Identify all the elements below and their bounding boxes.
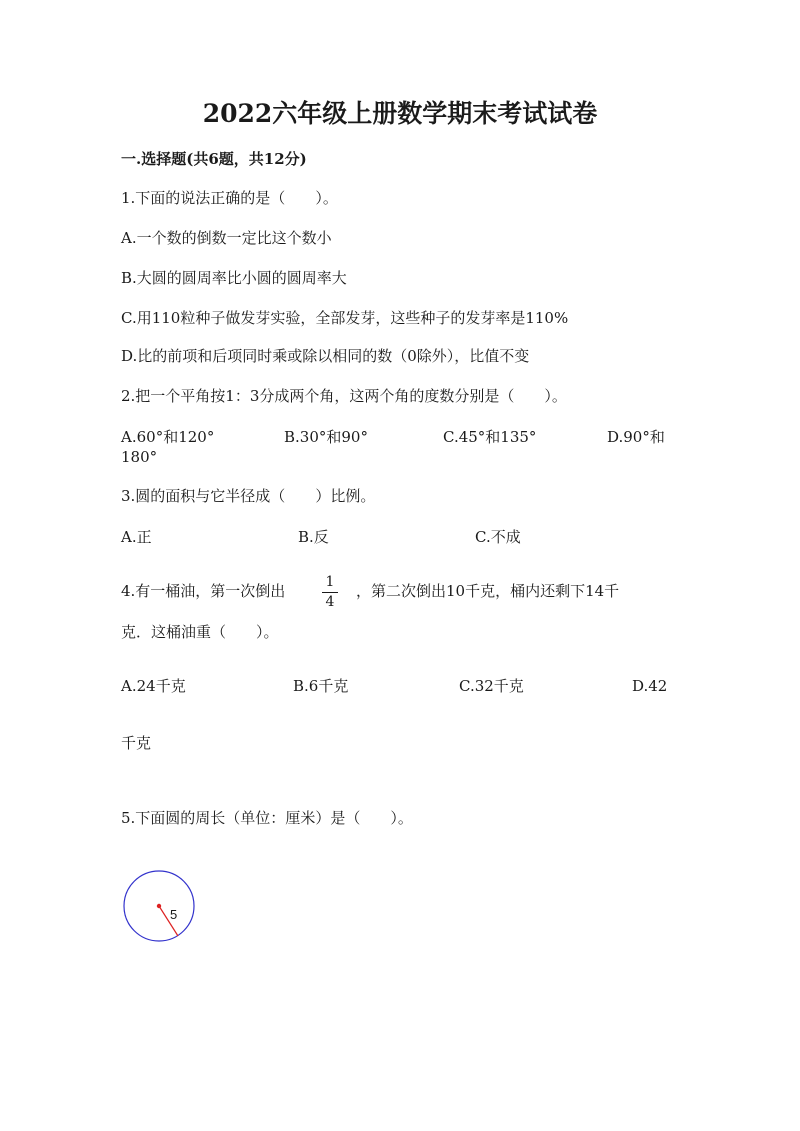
q4-option-b: B.6千克 [293,677,349,695]
fraction-one-quarter [320,574,340,611]
q1-option-c: C.用110粒种子做发芽实验，全部发芽，这些种子的发芽率是110% [121,309,569,327]
q2-option-b: B.30°和90° [284,428,368,446]
fraction-bar [322,592,338,593]
q2-option-c: C.45°和135° [443,428,537,446]
q1-option-b: B.大圆的圆周率比小圆的圆周率大 [121,269,347,287]
q2-stem: 2.把一个平角按1：3分成两个角，这两个角的度数分别是（ ）。 [121,387,567,405]
q4-option-d: D.42 [632,677,668,695]
q3-option-a: A.正 [121,528,152,546]
center-dot [157,904,161,908]
q4-stem-part3: 克．这桶油重（ ）。 [121,623,279,641]
q3-stem: 3.圆的面积与它半径成（ ）比例。 [121,487,376,505]
fraction-numerator: 1 [325,574,335,590]
q2-option-d-cont: 180° [121,448,158,466]
q1-stem: 1.下面的说法正确的是（ ）。 [121,189,338,207]
q4-option-d-cont: 千克 [121,734,152,752]
section-heading: 一.选择题(共6题，共12分) [121,150,307,168]
q4-stem-part1: 4.有一桶油，第一次倒出 [121,582,286,600]
fraction-denominator: 4 [325,594,335,610]
q2-option-d: D.90°和 [607,428,665,446]
q3-option-c: C.不成 [475,528,521,546]
q2-option-a: A.60°和120° [121,428,215,446]
q4-option-c: C.32千克 [459,677,524,695]
q1-option-d: D.比的前项和后项同时乘或除以相同的数（0除外），比值不变 [121,347,530,365]
q4-option-a: A.24千克 [121,677,186,695]
circle-figure [118,866,202,950]
q1-option-a: A.一个数的倒数一定比这个数小 [121,229,332,247]
q4-stem-part2: ，第二次倒出10千克，桶内还剩下14千 [356,582,620,600]
q5-stem: 5.下面圆的周长（单位：厘米）是（ ）。 [121,809,413,827]
q3-option-b: B.反 [298,528,329,546]
radius-label: 5 [170,907,178,922]
page-title: 2022六年级上册数学期末考试试卷 [202,99,598,128]
